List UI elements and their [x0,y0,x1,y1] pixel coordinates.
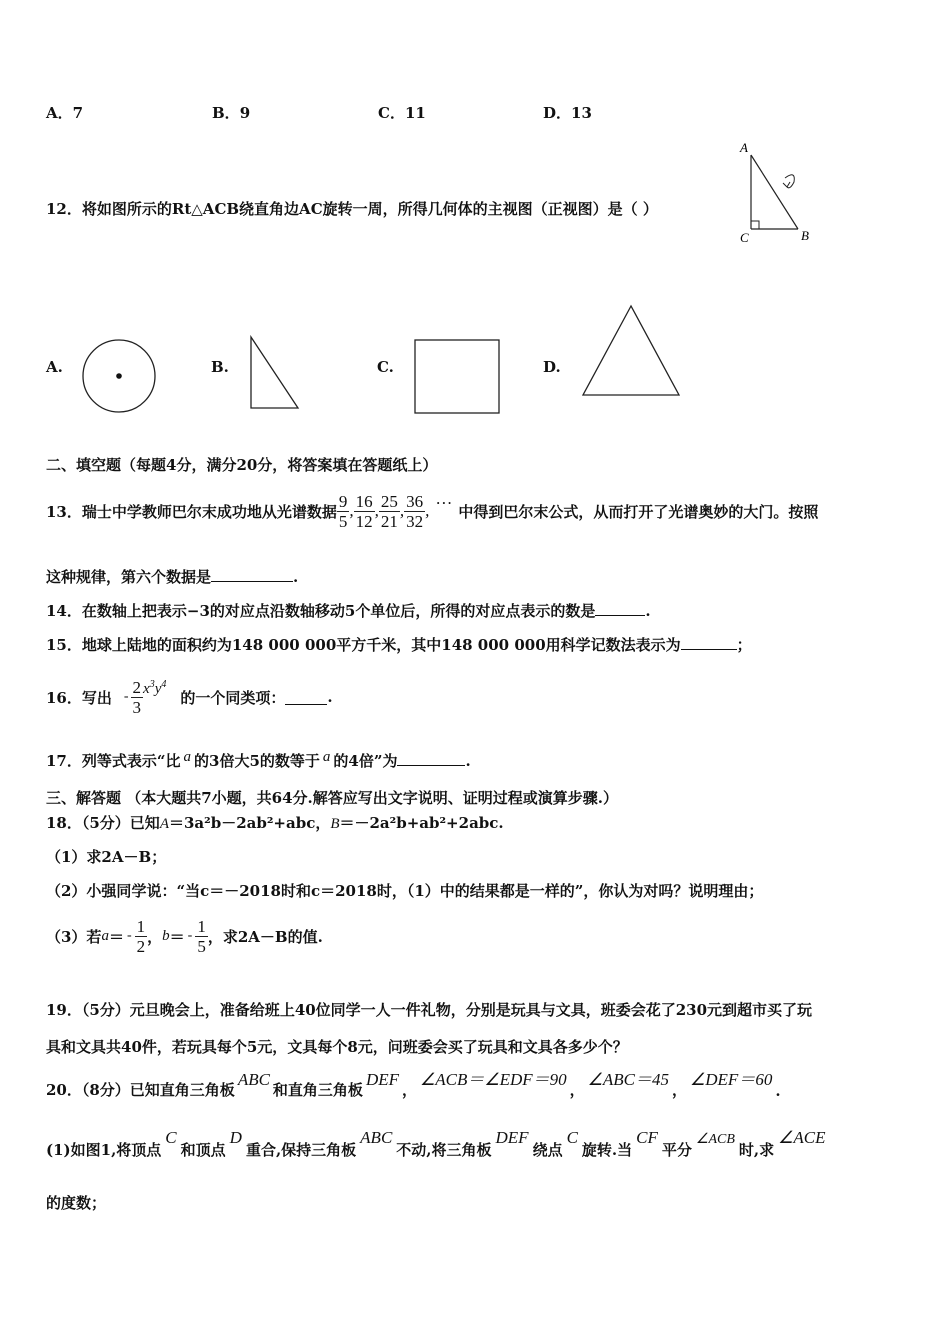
answer-blank[interactable] [397,751,465,766]
side-ab [751,155,798,229]
fraction-3: $\frac{25}{21}$ [380,491,398,531]
q14-text: 14．在数轴上把表示−3的对应点沿数轴移动5个单位后，所得的对应点表示的数是 . [46,602,651,620]
q13-post: 中得到巴尔末公式，从而打开了光谱奥妙的大门。按照 [458,502,819,521]
fraction-4: $\frac{36}{32}$ [406,491,424,531]
fraction-b: $\frac{1}{5}$ [197,916,206,956]
q19-line2: 具和文具共40件，若玩具每个5元，文具每个8元，问班委会买了玩具和文具各多少个？ [46,1038,628,1056]
q15-text: 15．地球上陆地的面积约为148 000 000平方千米，其中148 000 000用科学记数法表示为 ； [46,636,752,654]
q16-text: 16．写出 - $\frac{2}{3}$ $x^3y^4$ 的一个同类项： . [46,677,333,717]
q19-line1: 19．（5分）元旦晚会上，准备给班上40位同学一人一件礼物，分别是玩具与文具，班委会花了230元到超市买了玩 [46,1001,813,1019]
answer-blank[interactable] [681,635,737,650]
fraction-2: $\frac{16}{12}$ [355,491,373,531]
circle-with-center-figure [80,338,160,416]
fraction-1: $\frac{9}{5}$ [338,491,348,531]
q12-text: 12．将如图所示的Rt△ACB绕直角边AC旋转一周，所得几何体的主视图（正视图）是（ ） [46,200,658,218]
option-c: C．11 [378,104,426,122]
q18-part3: （3）若 a ＝ - $\frac{1}{2}$ ， b ＝ - $\frac{1}{5}$ ，求2A－B的值. [46,916,323,956]
q13-pre: 13．瑞士中学教师巴尔末成功地从光谱数据 [46,502,337,521]
option-b: B．9 [212,104,251,122]
q18-line1: 18．（5分）已知A＝3a²b－2ab²+abc，B＝－2a²b+ab²+2abc. [46,814,504,832]
option-d: D．13 [543,104,592,122]
q18-part2: （2）小强同学说：“当c＝－2018时和c＝2018时，（1）中的结果都是一样的”，你认为对吗？说明理由； [46,882,764,900]
q13-line2: 这种规律，第六个数据是 . [46,568,299,586]
square-figure [411,337,505,417]
answer-blank[interactable] [285,690,327,705]
answer-blank[interactable] [211,567,293,582]
ellipsis: … [435,489,453,508]
q17-text: 17．列等式表示“比 a 的3倍大5的数等于 a 的4倍”为 . [46,749,471,770]
vertex-b-label: B [801,228,809,243]
q20-line1: 20．（8分）已知直角三角板 ABC 和直角三角板 DEF ， ∠ACB＝∠EDF＝90 ， ∠ABC＝45 ， ∠DEF＝60 . [46,1070,781,1100]
coefficient-fraction: $\frac{2}{3}$ [132,677,142,717]
right-triangle-option-figure [245,333,305,413]
section-3-heading: 三、解答题 （本大题共7小题，共64分.解答应写出文字说明、证明过程或演算步骤.） [46,789,618,807]
vertex-c-label: C [740,230,749,245]
option-a: A．7 [46,104,84,122]
q20-line3: 的度数； [46,1194,107,1212]
q18-part1: （1）求2A－B； [46,848,167,866]
q12-option-a-label: A. [46,358,63,376]
section-2-heading: 二、填空题（每题4分，满分20分，将答案填在答题纸上） [46,456,438,474]
q12-option-d-label: D. [543,358,561,376]
q12-option-c-label: C. [377,358,394,376]
q20-part1: (1)如图1,将顶点 C 和顶点 D 重合,保持三角板 ABC 不动,将三角板 DEF 绕点 C 旋转.当 CF 平分 ∠ACB 时,求 ∠ACE [46,1128,826,1159]
q12-option-b-label: B. [211,358,229,376]
rotation-arrow-icon [783,175,794,188]
right-triangle-figure [730,140,830,250]
vertex-a-label: A [740,140,748,155]
right-angle-mark [751,221,759,229]
answer-blank[interactable] [595,601,645,616]
triangle-figure [578,302,684,400]
monomial: $x^3y^4$ [143,678,167,697]
fraction-a: $\frac{1}{2}$ [136,916,146,956]
q13-line1: 13．瑞士中学教师巴尔末成功地从光谱数据 $\frac{9}{5}$ , $\frac{16}{12}$ , $\frac{25}{21}$ , $\frac{36}{32}$ , … 中得到巴尔末公式，从而打开了光谱奥妙的大门。按照 [46,489,819,531]
